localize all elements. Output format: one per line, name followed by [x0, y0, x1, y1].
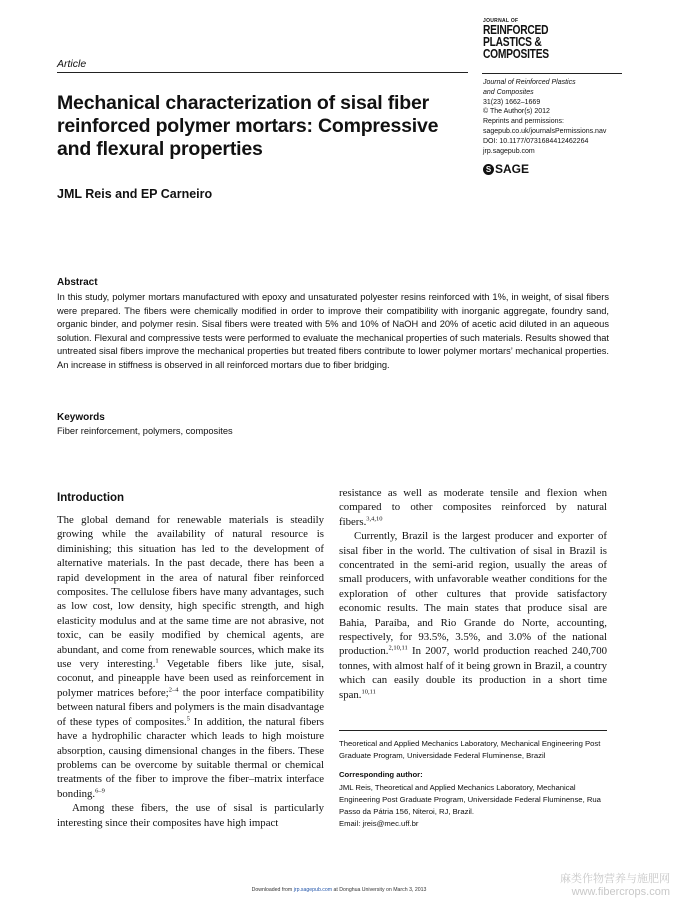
paragraph-continued: [339, 486, 607, 529]
continuation-text: resistance as well as moderate tensile and flexion when compared to other composites reinforced by natural fibers.: [339, 487, 607, 528]
journal-name-cont: and Composites: [483, 88, 534, 96]
corresponding-address: JML Reis, Theoretical and Applied Mechanics Laboratory, Mechanical Engineering Post Graduate Program, Universidade Federal Fluminense, Rua Passo da Pátria 156, Niteroi, RJ, Brazil.: [339, 783, 601, 816]
journal-name: Journal of Reinforced Plastics: [483, 79, 576, 86]
keywords-heading: Keywords: [57, 412, 105, 423]
site-watermark: 麻类作物营养与施肥网 www.fibercrops.com: [560, 873, 670, 898]
citation: 2,10,11: [388, 644, 408, 652]
affiliation-rule: [339, 730, 607, 731]
article-type-label: Article: [57, 58, 87, 70]
citation: 2–4: [168, 686, 179, 694]
corresponding-author-heading: Corresponding author:: [339, 770, 423, 779]
sage-icon: S: [483, 164, 494, 175]
body-column-left: [57, 513, 324, 830]
journal-logo-line: COMPOSITES: [483, 47, 549, 61]
doi: DOI: 10.1177/0731684412462264: [483, 137, 589, 145]
journal-logo-line: PLASTICS &: [483, 35, 542, 49]
journal-logo-line: REINFORCED: [483, 23, 549, 37]
authors: JML Reis and EP Carneiro: [57, 187, 213, 201]
keywords-text: Fiber reinforcement, polymers, composites: [57, 426, 233, 436]
publisher-logo: [483, 162, 529, 176]
abstract-heading: Abstract: [57, 277, 98, 288]
reprints-url: sagepub.co.uk/journalsPermissions.nav: [483, 127, 607, 135]
paragraph: Among these fibers, the use of sisal is particularly interesting since their composites have high impact: [57, 802, 324, 829]
download-footer: Downloaded from jrp.sagepub.com at Donghua University on March 3, 2013: [251, 887, 427, 893]
citation: 5: [186, 715, 190, 723]
journal-info: [483, 78, 633, 156]
header-rule: [57, 72, 468, 73]
logo-rule: [482, 73, 622, 74]
footer-link[interactable]: jrp.sagepub.com: [293, 887, 333, 893]
journal-logo-small: JOURNAL OF: [483, 18, 519, 24]
introduction-heading: Introduction: [57, 492, 125, 504]
citation: 1: [155, 657, 159, 665]
journal-site: jrp.sagepub.com: [483, 147, 535, 155]
body-column-right: [339, 486, 607, 702]
citation: 6–9: [95, 787, 105, 795]
corresponding-email[interactable]: Email: jreis@mec.uff.br: [339, 819, 419, 828]
affiliation: Theoretical and Applied Mechanics Laboratory, Mechanical Engineering Post Graduate Program, Universidade Federal Fluminense, Brazil: [339, 739, 601, 760]
copyright: © The Author(s) 2012: [483, 108, 550, 116]
paragraph: The global demand for renewable materials is steadily growing while the availability of natural resource is diminishing; this situation has led to the development of alternative materials. In the past decade, there has been a rapid development in the area of natural fiber reinforced composites. The cellulose fibers have many advantages, such as low cost, low density, high specific strength, and high elasticity modulus and at the same time are not abrasive, not toxic, can be easily modified by chemical agents, are abundant, and come from renewable sources, which make its use very interesting.$^1$ Vegetable fibers like jute, sisal, coconut, and pineapple have been used as reinforcement in polymer matrices before;$^{2-4}$ the poor interface compatibility between natural fibers and polymers is the main disadvantage of these types of composites.$^5$ In addition, the natural fibers have a hydrophilic character which leads to high moisture absorption, causing dimensional changes in the fibers. These problems can be overcome by suitable thermal or chemical treatments of the fiber to improve the fiber–matrix interface bonding.$^{6-9}$: [57, 514, 324, 800]
article-title: Mechanical characterization of sisal fiber reinforced polymer mortars: Compressive and flexural properties: [57, 92, 439, 160]
abstract-text: In this study, polymer mortars manufactured with epoxy and unsaturated polyester resins reinforced with 1%, in weight, of sisal fibers were prepared. The fibers were chemically modified in order to improve their compatibility with inorganic aggregate, foundry sand, organic binder, and polymer resin. Sisal fibers were treated with 5% and 10% of NaOH and 20% of acetic acid diluted in an aqueous solution. Flexural and compressive tests were performed to evaluate the mechanical properties of such materials. Results showed that untreated sisal fibers improve the mechanical properties but treated fibers contribute to lower polymer mortars’ mechanical properties. An increase in stiffness is observed in all reinforced mortars due to fiber bridging.: [57, 292, 609, 370]
corresponding-author: [339, 782, 609, 830]
publisher-name: SAGE: [495, 162, 530, 176]
paragraph: Currently, Brazil is the largest producer and exporter of sisal fiber in the world. The cultivation of sisal in Brazil is concentrated in the semi-arid region, usually the areas of small producers, with unfavorable weather conditions for the exploration of other cultures that provide satisfactory economic results. The main states that produce sisal are Bahia, Paraíba, and Rio Grande do Norte, accounting, respectively, for 93.5%, 3.5%, and 3.0% of the national production.$^{2,10,11}$ In 2007, world production reached 240,700 tonnes, with almost half of it being grown in Brazil, a country which can easily double its production in a short time span.$^{10,11}$: [339, 530, 607, 701]
citation: 10,11: [361, 688, 376, 696]
volume-info: 31(23) 1662–1669: [483, 98, 541, 106]
reprints-label: Reprints and permissions:: [483, 118, 564, 126]
journal-logo: [483, 18, 563, 60]
citation: 3,4,10: [366, 515, 383, 523]
